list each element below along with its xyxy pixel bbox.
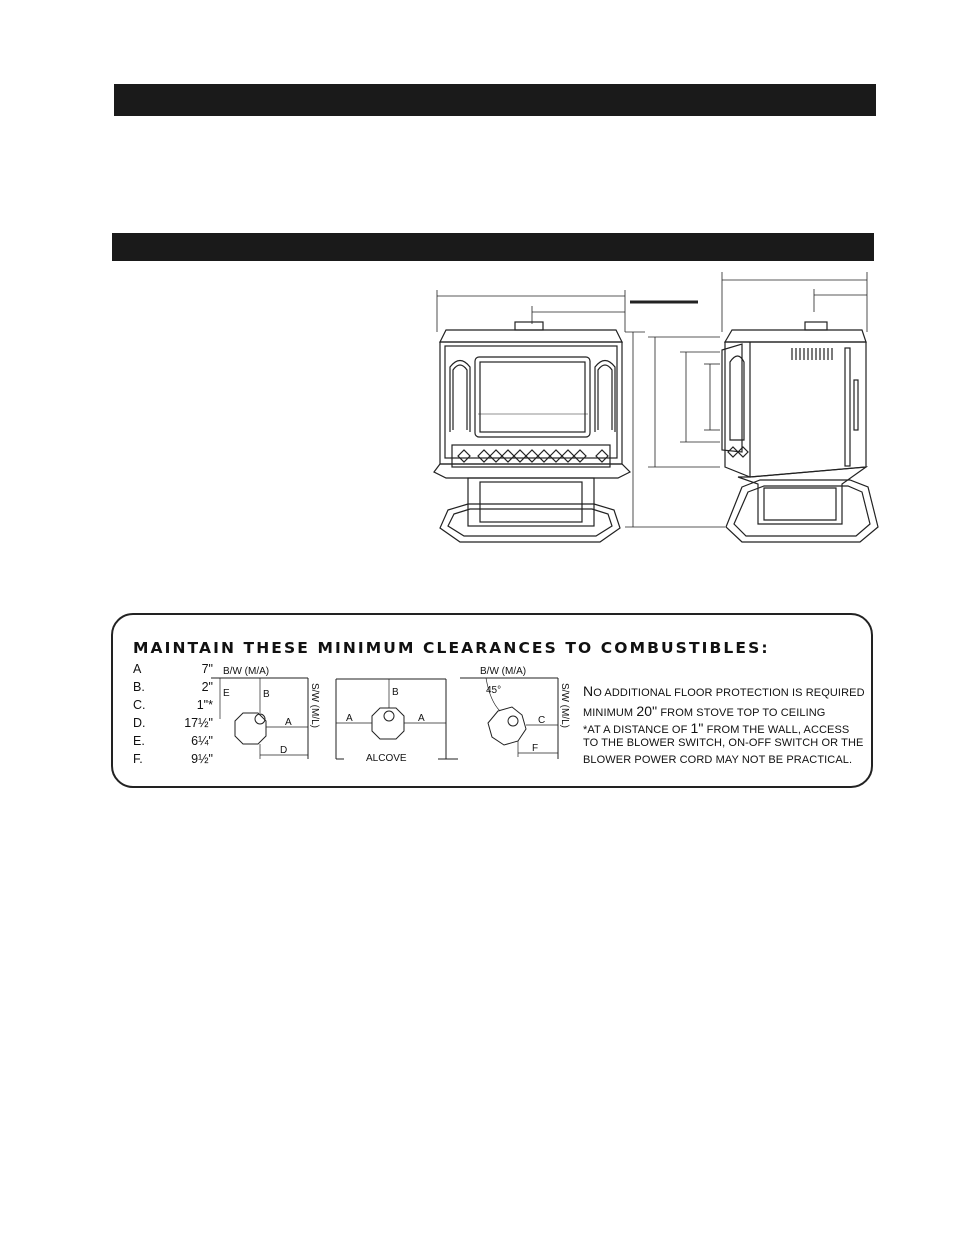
label-back-wall: B/W (M/A) — [223, 666, 270, 677]
dimension-value: 17½" — [184, 716, 213, 730]
stove-front-view — [434, 290, 725, 542]
dimension-letter: B. — [133, 680, 145, 694]
dimension-letter: F. — [133, 752, 143, 766]
dimension-value: 6¼" — [191, 734, 213, 748]
dimension-letter: E. — [133, 734, 145, 748]
label-a-alcove-left: A — [346, 713, 353, 724]
dimension-row-b — [133, 680, 213, 698]
stove-dimension-drawing — [420, 262, 880, 552]
label-b-alcove: B — [392, 687, 399, 698]
dimension-row-f — [133, 752, 213, 770]
label-alcove: ALCOVE — [366, 753, 407, 764]
note-line-4: TO THE BLOWER SWITCH, ON-OFF SWITCH OR THE — [583, 737, 864, 749]
section-header-bar-2 — [112, 233, 874, 261]
dimension-value: 2" — [201, 680, 213, 694]
dimension-value: 9½" — [191, 752, 213, 766]
dimension-letter: A — [133, 662, 142, 676]
dimension-value: 7" — [201, 662, 213, 676]
clearances-panel — [111, 613, 873, 788]
note-line-5: BLOWER POWER CORD MAY NOT BE PRACTICAL. — [583, 754, 853, 766]
clearances-title: MAINTAIN THESE MINIMUM CLEARANCES TO COMBUSTIBLES: — [133, 639, 770, 657]
dimension-row-e — [133, 734, 213, 752]
label-b: B — [263, 689, 270, 700]
dimension-letter: D. — [133, 716, 146, 730]
dimension-row-a — [133, 662, 213, 680]
label-side-wall: S/W (M/L) — [309, 683, 320, 728]
label-side-wall-corner: S/W (M/L) — [559, 683, 570, 728]
dimension-row-d — [133, 716, 213, 734]
section-header-bar-1 — [114, 84, 876, 116]
dimension-row-c — [133, 698, 213, 716]
label-a: A — [285, 717, 292, 728]
note-line-1: NO ADDITIONAL FLOOR PROTECTION IS REQUIRED — [583, 683, 865, 699]
label-a-alcove-right: A — [418, 713, 425, 724]
clearance-sketches — [208, 661, 568, 771]
dimension-letter: C. — [133, 698, 146, 712]
label-c: C — [538, 715, 546, 726]
note-line-2: MINIMUM 20" FROM STOVE TOP TO CEILING — [583, 703, 826, 719]
label-angle: 45° — [486, 685, 502, 696]
dimension-value: 1"* — [196, 698, 213, 712]
label-d: D — [280, 745, 288, 756]
label-f: F — [532, 743, 539, 754]
note-line-3: *AT A DISTANCE OF 1" FROM THE WALL, ACCESS — [583, 720, 850, 736]
label-e: E — [223, 688, 230, 699]
stove-side-view — [722, 272, 878, 542]
label-back-wall-corner: B/W (M/A) — [480, 666, 527, 677]
